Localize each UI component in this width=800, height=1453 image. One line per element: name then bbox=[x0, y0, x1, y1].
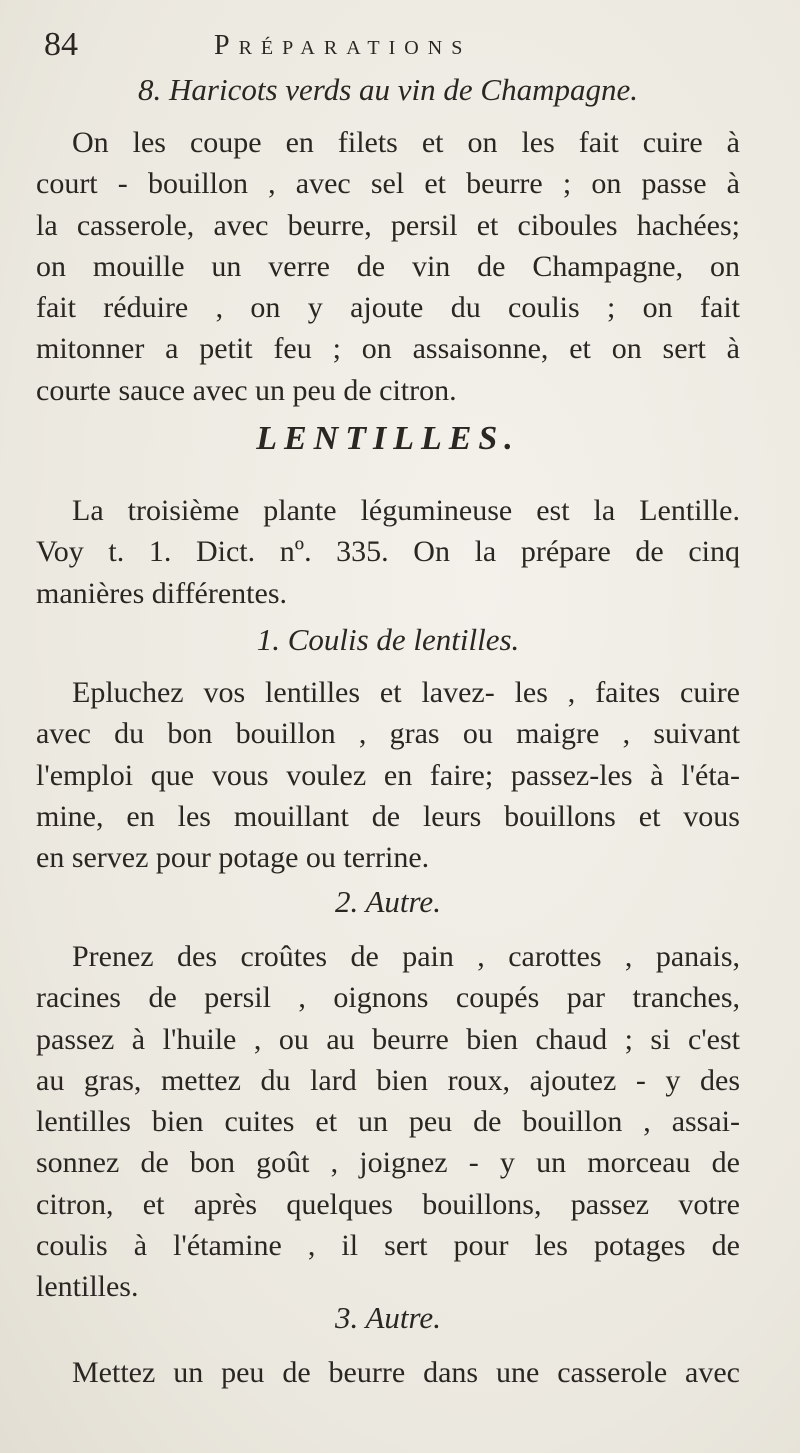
page-header bbox=[44, 26, 756, 66]
text-line: l'emploi que vous voulez en faire; passez-les à l'éta- bbox=[36, 758, 740, 792]
text-line: citron, et après quelques bouillons, passez votre bbox=[36, 1187, 740, 1221]
paragraph-haricots bbox=[36, 122, 740, 411]
text-line: court - bouillon , avec sel et beurre ; on passe à bbox=[36, 167, 740, 201]
heading-lentilles: LENTILLES. bbox=[256, 420, 520, 457]
page-number: 84 bbox=[44, 26, 78, 63]
text-line: lentilles. bbox=[36, 1270, 139, 1304]
text-line: courte sauce avec un peu de citron. bbox=[36, 373, 457, 407]
text-line: On les coupe en filets et on les fait cuire à bbox=[72, 126, 740, 159]
paragraph-autre-2 bbox=[36, 936, 740, 1308]
subtitle-autre-3: 3. Autre. bbox=[335, 1300, 441, 1335]
text-line: coulis à l'étamine , il sert pour les potages de bbox=[36, 1229, 740, 1263]
running-title: Préparations bbox=[214, 30, 472, 61]
text-line: manières différentes. bbox=[36, 576, 288, 610]
text-line: Voy t. 1. Dict. nº. 335. On la prépare de cinq bbox=[36, 535, 740, 569]
text-line: La troisième plante légumineuse est la Lentille. bbox=[72, 494, 740, 527]
subtitle-coulis: 1. Coulis de lentilles. bbox=[256, 622, 520, 657]
text-line: Epluchez vos lentilles et lavez- les , faites cuire bbox=[72, 676, 740, 709]
text-line: fait réduire , on y ajoute du coulis ; on fait bbox=[36, 291, 740, 325]
subtitle-haricots: 8. Haricots verds au vin de Champagne. bbox=[138, 72, 638, 107]
text-line: mitonner a petit feu ; on assaisonne, et on sert à bbox=[36, 332, 740, 366]
text-line: sonnez de bon goût , joignez - y un morceau de bbox=[36, 1146, 740, 1180]
text-line: Prenez des croûtes de pain , carottes , panais, bbox=[72, 940, 740, 973]
text-line: avec du bon bouillon , gras ou maigre , suivant bbox=[36, 717, 740, 751]
text-line: lentilles bien cuites et un peu de bouillon , assai- bbox=[36, 1105, 740, 1139]
paragraph-coulis bbox=[36, 672, 740, 878]
text-line: en servez pour potage ou terrine. bbox=[36, 841, 430, 875]
text-line: Mettez un peu de beurre dans une casserole avec bbox=[72, 1356, 740, 1389]
paragraph-autre-3 bbox=[36, 1352, 740, 1393]
text-line: la casserole, avec beurre, persil et ciboules hachées; bbox=[36, 208, 740, 242]
subtitle-autre-2: 2. Autre. bbox=[335, 884, 441, 919]
text-line: racines de persil , oignons coupés par tranches, bbox=[36, 981, 740, 1015]
text-line: passez à l'huile , ou au beurre bien chaud ; si c'est bbox=[36, 1022, 740, 1056]
paragraph-lentilles-intro bbox=[36, 490, 740, 614]
text-line: on mouille un verre de vin de Champagne, on bbox=[36, 249, 740, 283]
text-line: au gras, mettez du lard bien roux, ajoutez - y des bbox=[36, 1063, 740, 1097]
text-line: mine, en les mouillant de leurs bouillons et vous bbox=[36, 799, 740, 833]
